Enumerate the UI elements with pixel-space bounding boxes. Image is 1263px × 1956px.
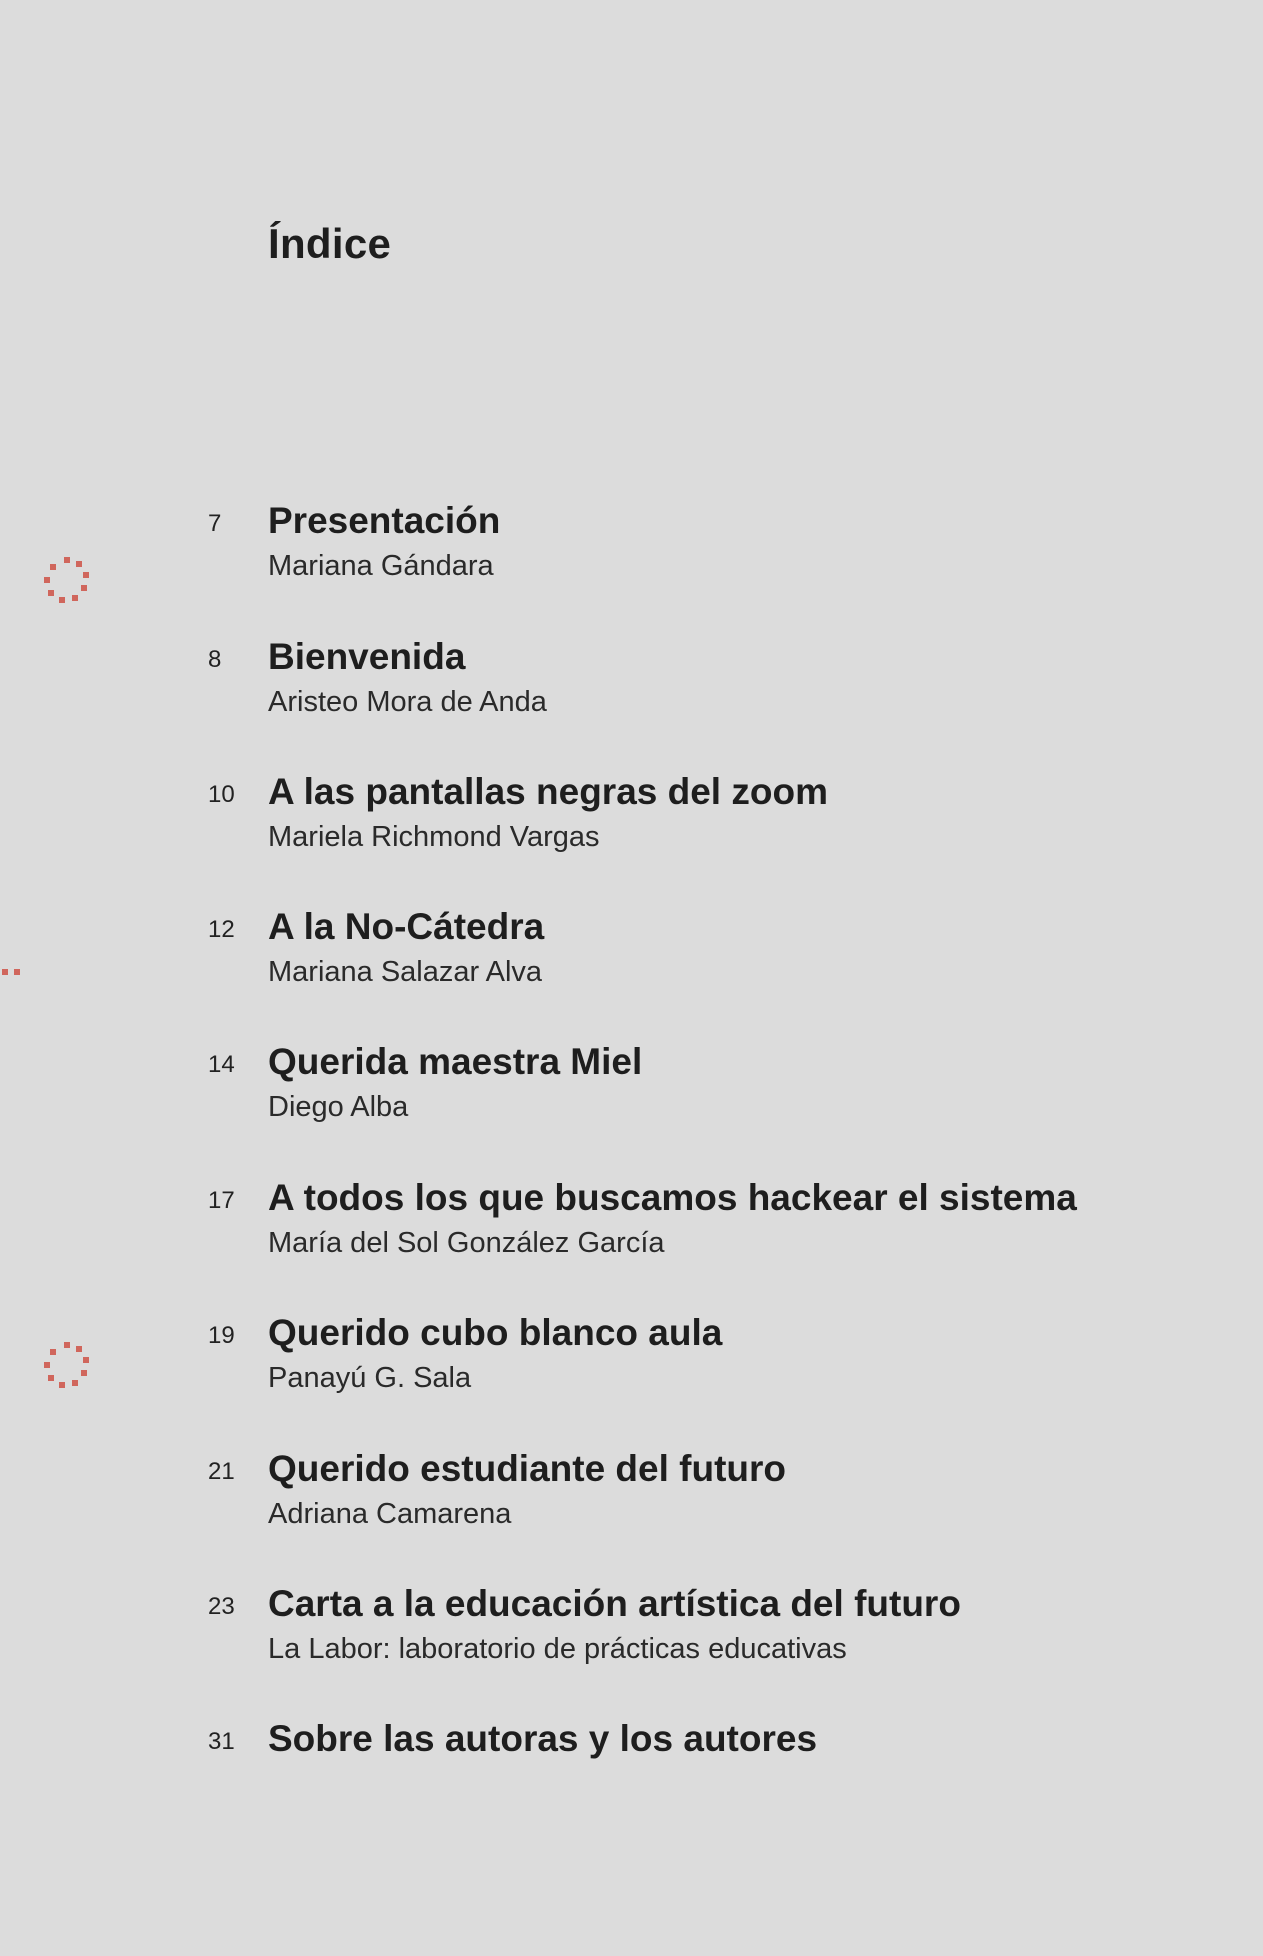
page-title: Índice xyxy=(268,220,392,267)
toc-title: Bienvenida xyxy=(268,636,466,677)
toc-title: Querida maestra Miel xyxy=(268,1041,643,1082)
toc-author: Adriana Camarena xyxy=(268,1498,512,1530)
toc-page-number: 7 xyxy=(208,510,222,537)
toc-title: Sobre las autoras y los autores xyxy=(268,1718,818,1759)
toc-page-number: 23 xyxy=(208,1593,235,1620)
toc-author: María del Sol González García xyxy=(268,1227,665,1259)
toc-author: La Labor: laboratorio de prácticas educativas xyxy=(268,1633,847,1665)
toc-title: A la No-Cátedra xyxy=(268,906,545,947)
toc-author: Mariela Richmond Vargas xyxy=(268,821,600,853)
toc-title: A todos los que buscamos hackear el sistema xyxy=(268,1177,1077,1218)
toc-author: Mariana Salazar Alva xyxy=(268,956,543,988)
toc-author: Diego Alba xyxy=(268,1091,409,1123)
toc-page-number: 14 xyxy=(208,1051,235,1078)
toc-title: A las pantallas negras del zoom xyxy=(268,771,828,812)
toc-title: Querido cubo blanco aula xyxy=(268,1312,723,1353)
toc-title: Presentación xyxy=(268,500,501,541)
toc-author: Aristeo Mora de Anda xyxy=(268,686,547,718)
toc-page-number: 10 xyxy=(208,781,235,808)
toc-page-number: 21 xyxy=(208,1458,235,1485)
toc-page-number: 12 xyxy=(208,916,235,943)
toc-page-number: 19 xyxy=(208,1322,235,1349)
toc-title: Querido estudiante del futuro xyxy=(268,1448,787,1489)
toc-page-number: 31 xyxy=(208,1728,235,1755)
toc-page-number: 17 xyxy=(208,1187,235,1214)
toc-page-number: 8 xyxy=(208,646,222,673)
toc-author: Panayú G. Sala xyxy=(268,1362,472,1394)
toc-author: Mariana Gándara xyxy=(268,550,494,582)
toc-title: Carta a la educación artística del futuro xyxy=(268,1583,961,1624)
